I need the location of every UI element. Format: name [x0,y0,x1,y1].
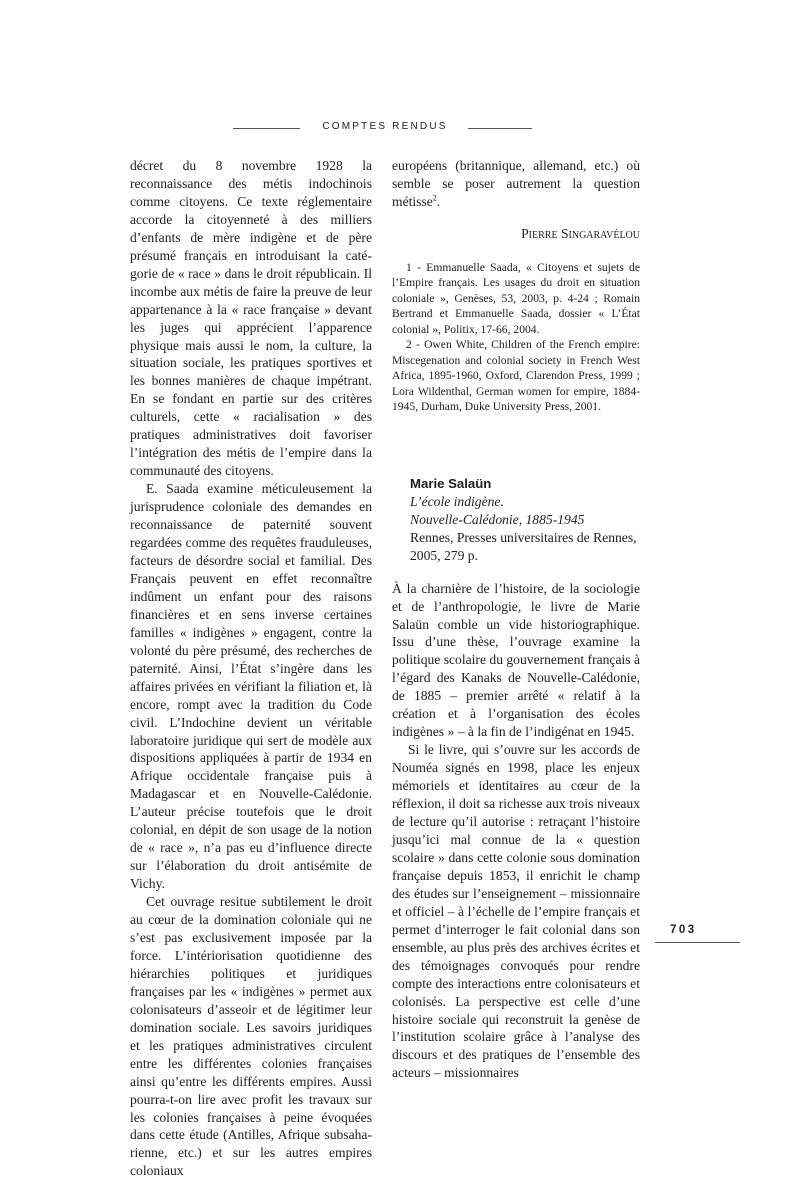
header-rule-left [233,128,300,129]
header-rule-right [468,128,532,129]
right-paragraph-1: À la charnière de l’histoire, de la sociologie et de l’anthropologie, le livre de Marie Salaün comble un vide historiographique. Issu d’une thèse, l’ouvrage examine la politique scolaire du gouvernement français à l’égard des Kanaks de Nouvelle-Calédonie, de 1885 – premier arrêté « relatif à la création et à l’organisation des écoles indigènes » – à la fin de l’indigénat en 1945. [392,580,640,740]
right-column [392,157,640,1082]
book-title: L’école indigène. [410,493,504,509]
left-paragraph-2: E. Saada examine méticuleusement la jurisprudence coloniale des demandes en reconnaissance de paternité souvent regardées comme des requêtes frauduleuses, facteurs de désordre social et familial. Des Français peuvent en effet reconnaître indûment un enfant pour des raisons financières et en sens inverse certaines familles « indigènes » engagent, contre la volonté du père présumé, des recherches de paternité. Ainsi, l’État s’ingère dans les affaires privées en vérifiant la filiation et, là encore, rompt avec la tradition du Code civil. L’Indochine devient un véritable laboratoire juridique qui sert de modèle aux dispositions appliquées à partir de 1934 en Afrique occidentale française puis à Madagascar et en Nouvelle-Calédonie. L’auteur précise toutefois que le droit colonial, en dépit de son usage de la notion de « race », n’a pas eu d’influence directe sur l’élaboration du droit antisémite de Vichy. [130,481,372,892]
book-subtitle: Nouvelle-Calédonie, 1885-1945 [410,511,585,527]
page-number: 703 [670,924,697,936]
right-paragraph-2: Si le livre, qui s’ouvre sur les accords de Nouméa signés en 1998, place les enjeux mémoriels et identitaires au cœur de la réflexion, il doit sa richesse aux trois niveaux de lecture qu’il autorise : retraçant l’histoire jusqu’ici mal connue de la « question scolaire » dans cette colonie sous domination française depuis 1853, il enrichit le champ des études sur l’enseignement – missionnaire et officiel – à l’échelle de l’empire français et permet d’interroger le fait colonial dans son ensemble, au plus près des archives écrites et des témoignages convoqués pour rendre compte des interactions entre colonisateurs et colonisés. La perspective est celle d’une histoire sociale qui reconstruit la genèse de l’institution scolaire grâce à l’analyse des discours et des pratiques de l’ensemble des acteurs – missionnaires [392,742,640,1081]
left-column [130,157,372,1180]
review-body [392,580,640,1083]
book-reference [410,475,640,565]
book-publisher: Rennes, Presses universitaires de Rennes, [410,529,637,545]
footnote-2: 2 - Owen White, Children of the French empire: Miscegenation and colonial society in French West Africa, 1895-1960, Oxford, Clarendon Press, 1999 ; Lora Wildenthal, German women for empire, 1884-1945, Durham, Duke University Press, 2001. [392,338,640,414]
continuation-text: européens (britannique, allemand, etc.) où semble se poser autrement la question métisse [392,158,640,209]
running-head: COMPTES RENDUS [322,121,448,132]
left-paragraph-1: décret du 8 novembre 1928 la reconnaissance des métis indochinois comme citoyens. Ce texte réglementaire accorde la citoyenneté à des milliers d’enfants de mère indigène et de père présumé français en introduisant la catégorie de « race » dans le droit républicain. Il incombe aux métis de faire la preuve de leur appartenance à la « race française » devant les juges qui apprécient l’apparence physique mais aussi le nom, la culture, la situation sociale, les pratiques sportives et les bonnes manières de chaque impétrant. En se fondant en partie sur des critères culturels, cette « racialisation » des pratiques administratives doit favoriser l’intégration des métis de l’empire dans la communauté des citoyens. [130,158,372,479]
reviewer-signature: Pierre Singaravélou [521,225,640,241]
page-number-rule [655,942,740,943]
footnote-1: 1 - Emmanuelle Saada, « Citoyens et sujets de l’Empire français. Les usages du droit en situation coloniale », Genèses, 53, 2003, p. 4-24 ; Romain Bertrand et Emmanuelle Saada, dossier « L’État colonial », Politix, 17-66, 2004. [392,260,640,336]
left-paragraph-3: Cet ouvrage resitue subtilement le droit au cœur de la domination coloniale qui ne s’est pas exclusivement imposée par la force. L’intériorisation quotidienne des hiérarchies politiques et juridiques françaises par les « indigènes » permet aux colonisateurs d’asseoir et de légitimer leur domination sociale. Les savoirs juridiques et les pratiques administratives circulent entre les différentes colonies françaises ainsi qu’entre les différents empires. Aussi pourra-t-on lire avec profit les travaux sur les colonies françaises à peine évoquées dans cette étude (Antilles, Afrique subsaharienne, etc.) et sur les autres empires coloniaux [130,894,372,1179]
right-continuation [392,157,640,211]
footnote-mark: 2 [432,193,437,203]
running-header [0,118,800,138]
continuation-end: . [436,193,441,209]
footnotes [392,260,640,415]
book-details: 2005, 279 p. [410,547,478,563]
book-author: Marie Salaün [410,475,492,491]
